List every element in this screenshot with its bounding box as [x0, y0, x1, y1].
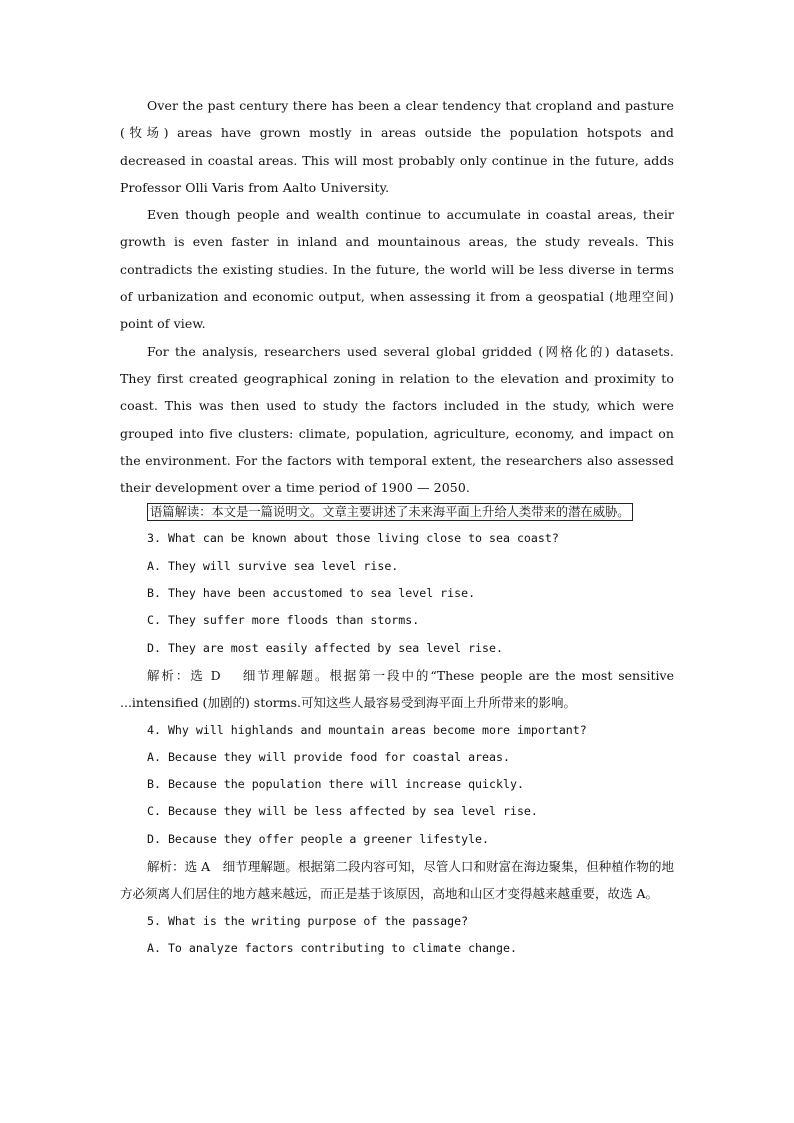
question-stem: 3. What can be known about those living close to sea coast?	[147, 531, 559, 546]
option-d: D. They are most easily affected by sea level rise.	[147, 640, 503, 655]
question-5	[120, 908, 674, 963]
option-a: A. They will survive sea level rise.	[147, 558, 399, 573]
document-content	[120, 92, 674, 962]
question-stem: 4. Why will highlands and mountain areas become more important?	[147, 722, 587, 737]
option-c: C. They suffer more floods than storms.	[147, 613, 420, 628]
answer-explanation: 解析：选 D 细节理解题。根据第一段中的“These people are the most sensitive ...intensified (加剧的) storms.可知这些人最容易受到海平面上升所带来的影响。	[120, 667, 674, 711]
option-d: D. Because they offer people a greener lifestyle.	[147, 831, 490, 846]
option-b: B. They have been accustomed to sea level rise.	[147, 586, 476, 601]
question-4	[120, 717, 674, 908]
discourse-analysis-box: 语篇解读：本文是一篇说明文。文章主要讲述了未来海平面上升给人类带来的潜在威胁。	[147, 503, 633, 521]
question-stem: 5. What is the writing purpose of the passage?	[147, 913, 469, 928]
option-a: A. Because they will provide food for coastal areas.	[147, 749, 510, 764]
question-3	[120, 525, 674, 716]
passage-paragraph-1: Over the past century there has been a clear tendency that cropland and pasture (牧场) areas have grown mostly in areas outside the population hotspots and decreased in coastal areas. This will most probably only continue in the future, adds Professor Olli Varis from Aalto University.	[120, 98, 674, 195]
option-b: B. Because the population there will increase quickly.	[147, 777, 524, 792]
passage-paragraph-3: For the analysis, researchers used several global gridded (网格化的) datasets. They first created geographical zoning in relation to the elevation and proximity to coast. This was then used to study the factors included in the study, which were grouped into five clusters: climate, population, agriculture, economy, and impact on the environment. For the factors with temporal extent, the researchers also assessed their development over a time period of 1900 — 2050.	[120, 343, 674, 496]
option-a: A. To analyze factors contributing to climate change.	[147, 940, 517, 955]
answer-explanation: 解析：选 A 细节理解题。根据第二段内容可知，尽管人口和财富在海边聚集，但种植作物的地方必须离人们居住的地方越来越远，而正是基于该原因，高地和山区才变得越来越重要，故选 A。	[120, 859, 674, 902]
passage-paragraph-2: Even though people and wealth continue to accumulate in coastal areas, their growth is even faster in inland and mountainous areas, the study reveals. This contradicts the existing studies. In the future, the world will be less diverse in terms of urbanization and economic output, when assessing it from a geospatial (地理空间) point of view.	[120, 207, 674, 332]
option-c: C. Because they will be less affected by sea level rise.	[147, 804, 538, 819]
